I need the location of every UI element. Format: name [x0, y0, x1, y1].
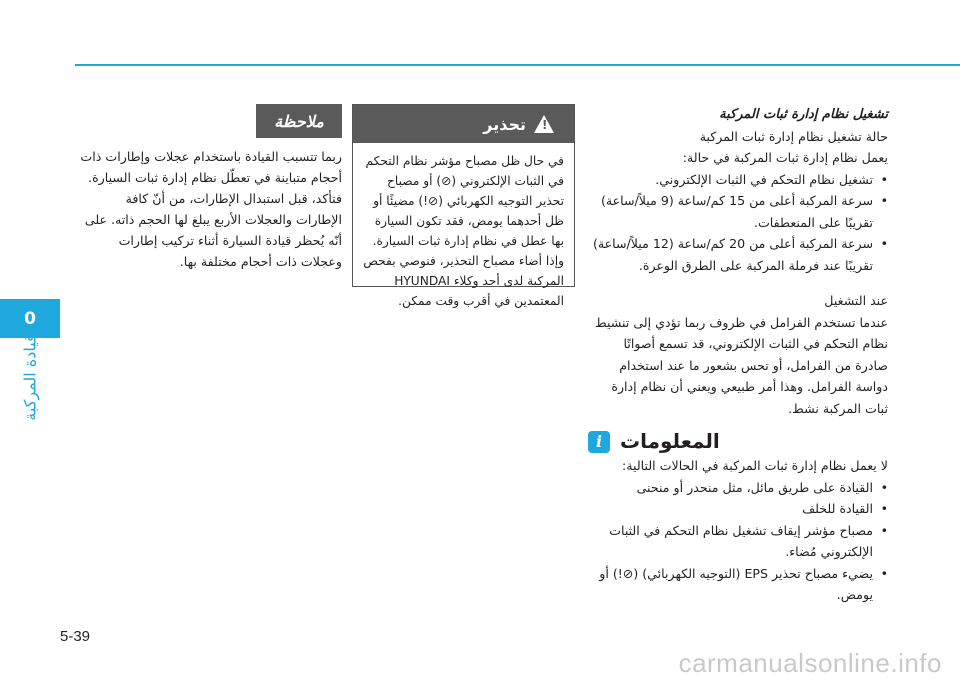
condition-title: حالة تشغيل نظام إدارة ثبات المركبة: [699, 128, 888, 144]
info-list: [588, 477, 888, 606]
warning-triangle-icon: [534, 115, 554, 133]
chapter-label-text: قيادة المركبة: [20, 334, 40, 421]
warning-title: تحذير: [483, 114, 526, 134]
section-heading: تشغيل نظام إدارة ثبات المركبة: [719, 107, 888, 122]
warning-box: [352, 104, 575, 308]
chapter-label: [0, 334, 60, 421]
operating-title: عند التشغيل: [824, 293, 888, 308]
condition-list: [588, 169, 888, 277]
list-item: • القيادة للخلف: [588, 498, 888, 520]
info-heading: [588, 431, 888, 453]
list-item: • سرعة المركبة أعلى من 20 كم/ساعة (12 ميلاً/ساعة) تقريبًا عند فرملة المركبة على الطرق الوعرة.: [588, 233, 888, 276]
right-column: [588, 104, 888, 606]
page-number: 5-39: [60, 628, 91, 645]
warning-text: في حال ظل مصباح مؤشر نظام التحكم في الثبات الإلكتروني (⊘) أو مصباح تحذير التوجيه الكهربائي (⊘!) مضيئًا أو ظل أحدهما يومض، فقد تكون السيارة بها عطل في نظام إدارة ثبات السيارة. وإذا أضاء مصباح التحذير، فنوصي بفحص المركبة لدى أحد وكلاء HYUNDAI المعتمدين في أقرب وقت ممكن.: [363, 154, 564, 308]
list-item: • تشغيل نظام التحكم في الثبات الإلكتروني.: [588, 169, 888, 191]
condition-intro: يعمل نظام إدارة ثبات المركبة في حالة:: [682, 150, 888, 165]
info-intro: لا يعمل نظام إدارة ثبات المركبة في الحالات التالية:: [622, 458, 888, 473]
chapter-number: 0: [24, 308, 36, 329]
list-item: • يضيء مصباح تحذير EPS (التوجيه الكهربائي) (⊘!) أو يومض.: [588, 563, 888, 606]
info-title: المعلومات: [620, 429, 720, 454]
chapter-tab: [0, 299, 60, 338]
list-item: • مصباح مؤشر إيقاف تشغيل نظام التحكم في الثبات الإلكتروني مُضاء.: [588, 520, 888, 563]
note-header: ملاحظة: [256, 104, 342, 138]
operating-text: عندما تستخدم الفرامل في ظروف ربما تؤدي إلى تنشيط نظام التحكم في الثبات الإلكتروني، قد تسمع أصواتًا صادرة من الفرامل، أو تحس بشعور ما عند استخدام دواسة الفرامل. وهذا أمر طبيعي ويعني أن نظام إدارة ثبات المركبة نشط.: [595, 314, 888, 416]
list-item: • القيادة على طريق مائل، مثل منحدر أو منحنى: [588, 477, 888, 499]
note-text: ربما تتسبب القيادة باستخدام عجلات وإطارات ذات أحجام متباينة في تعطّل نظام إدارة ثبات السيارة. فتأكد، قبل استبدال الإطارات، من أنّ كافة الإطارات والعجلات الأربع يبلغ لها الحجم ذاته. على أنّه يُحظر قيادة السيارة أثناء تركيب إطارات وعجلات ذات أحجام مختلفة بها.: [80, 149, 342, 269]
top-rule: [75, 64, 960, 66]
list-item: • سرعة المركبة أعلى من 15 كم/ساعة (9 ميلاً/ساعة) تقريبًا على المنعطفات.: [588, 190, 888, 233]
watermark: carmanualsonline.info: [678, 648, 942, 678]
note-box: [80, 104, 342, 272]
warning-header: [353, 105, 574, 143]
info-icon: i: [588, 431, 610, 453]
